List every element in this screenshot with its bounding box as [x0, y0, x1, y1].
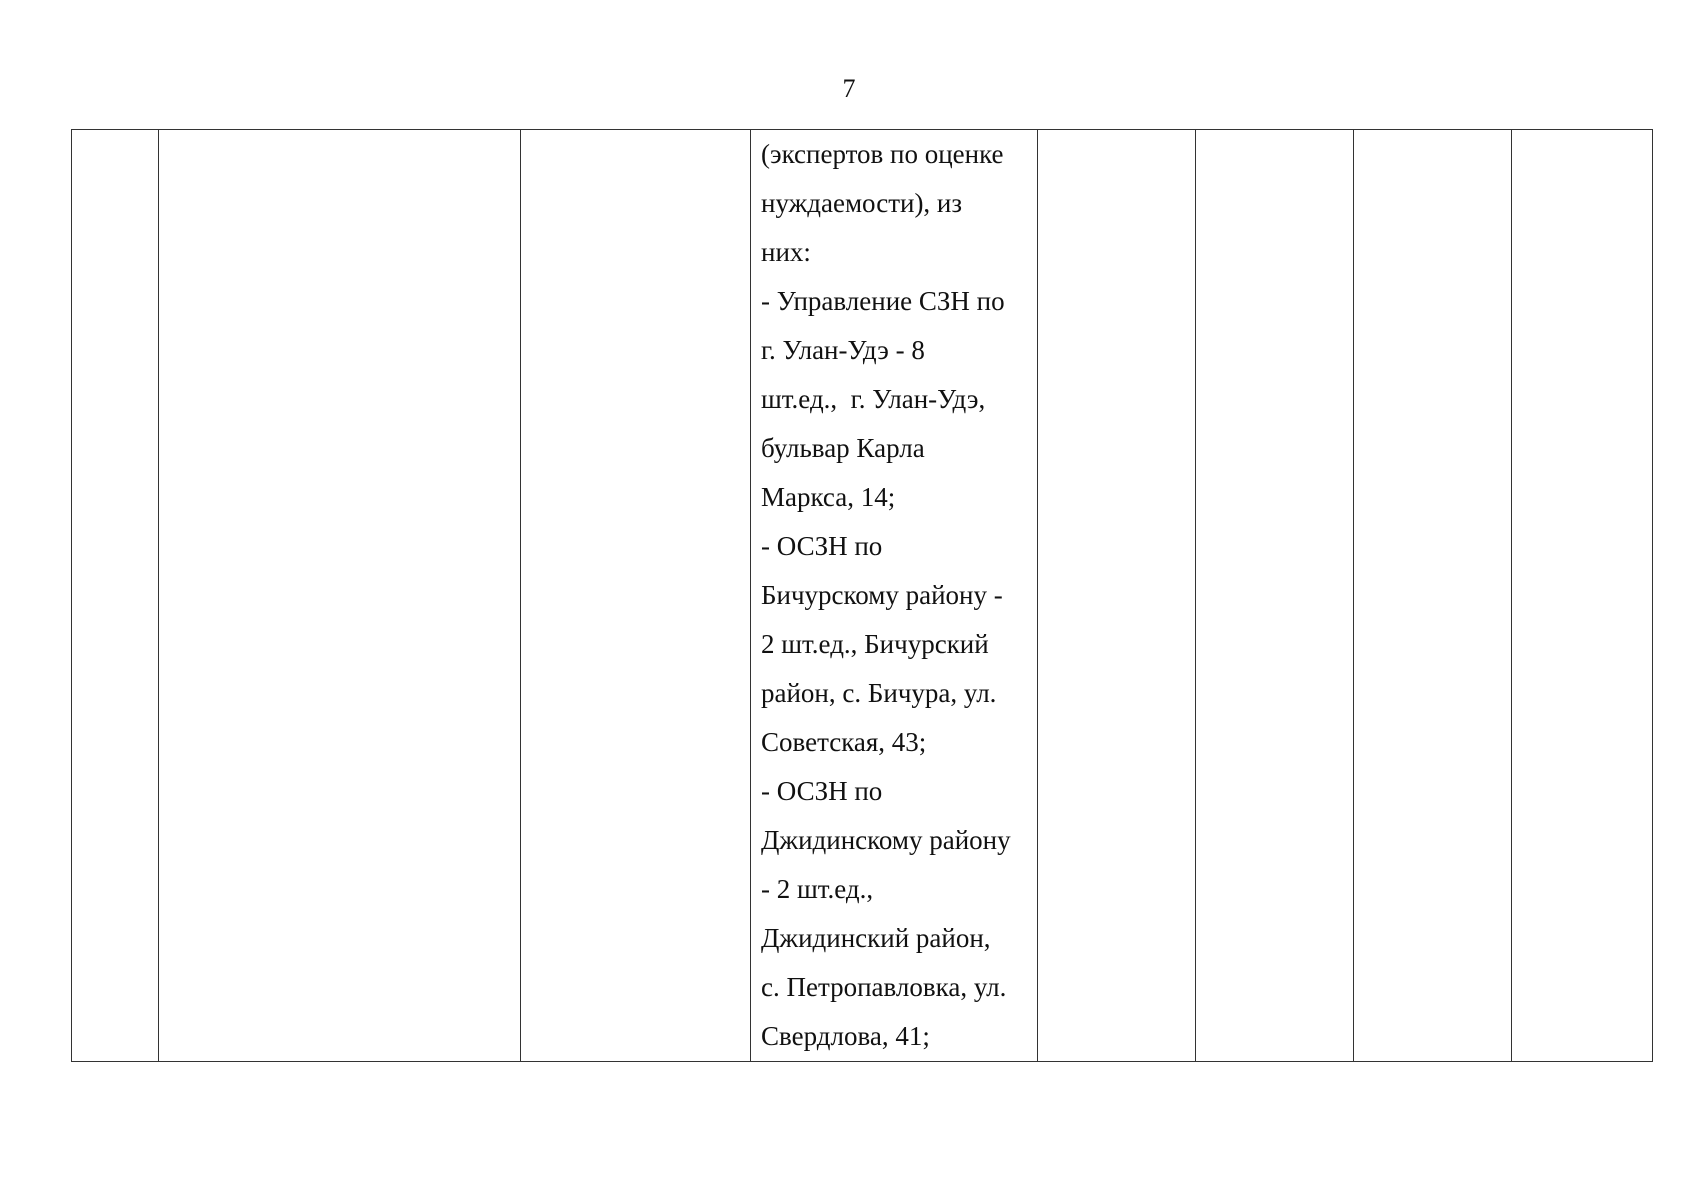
table-cell-7 — [1354, 130, 1512, 1062]
cell-text-line: с. Петропавловка, ул. — [761, 972, 1007, 1002]
cell-text-line: 2 шт.ед., Бичурский — [761, 629, 989, 659]
cell-text-line: - Управление СЗН по — [761, 286, 1005, 316]
page-number: 7 — [842, 74, 856, 103]
table-cell-4 — [751, 130, 1038, 1062]
cell-text-line: нуждаемости), из — [761, 188, 963, 218]
table-cell-6 — [1196, 130, 1354, 1062]
cell-text-line: - ОСЗН по — [761, 531, 883, 561]
cell-text-line: Советская, 43; — [761, 727, 927, 757]
table-cell-8 — [1512, 130, 1653, 1062]
cell-text-line: - 2 шт.ед., — [761, 874, 874, 904]
cell-text-line: Бичурскому району - — [761, 580, 1003, 610]
table-cell-3 — [521, 130, 751, 1062]
cell-text-line: г. Улан-Удэ - 8 — [761, 335, 925, 365]
table-cell-5 — [1038, 130, 1196, 1062]
table-row — [72, 130, 1653, 1062]
document-table — [71, 129, 1653, 1062]
table-cell-1 — [72, 130, 159, 1062]
cell-text-line: них: — [761, 237, 811, 267]
cell-text-line: (экспертов по оценке — [761, 139, 1004, 169]
cell-text-line: Маркса, 14; — [761, 482, 896, 512]
cell-text-line: Свердлова, 41; — [761, 1021, 930, 1051]
cell-text-line: бульвар Карла — [761, 433, 925, 463]
cell-text-line: район, с. Бичура, ул. — [761, 678, 997, 708]
cell-text-line: Джидинскому району — [761, 825, 1011, 855]
cell-text-line: Джидинский район, — [761, 923, 991, 953]
cell-text-line: шт.ед., г. Улан-Удэ, — [761, 384, 986, 414]
cell-text-line: - ОСЗН по — [761, 776, 883, 806]
table-cell-2 — [159, 130, 521, 1062]
